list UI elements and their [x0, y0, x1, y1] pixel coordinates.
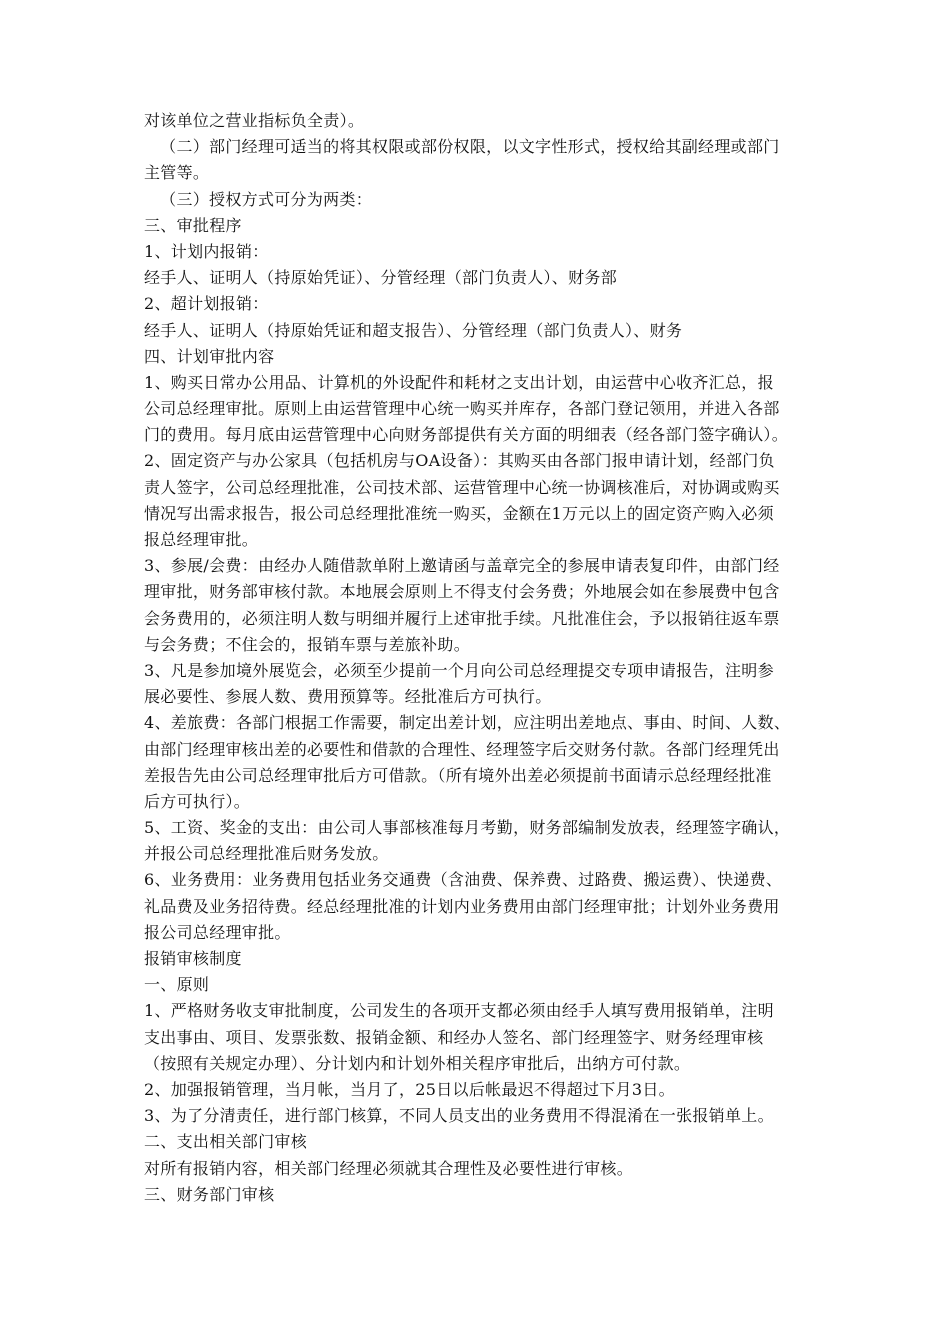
text-line: 经手人、证明人（持原始凭证和超支报告）、分管经理（部门负责人）、财务	[144, 320, 683, 340]
section-heading: 四、计划审批内容	[144, 346, 275, 366]
text-line: 礼品费及业务招待费。经总经理批准的计划内业务费用由部门经理审批；计划外业务费用	[144, 896, 780, 916]
text-line: 后方可执行）。	[144, 791, 251, 811]
text-line: 报公司总经理审批。	[144, 922, 291, 942]
text-line: 对该单位之营业指标负全责）。	[144, 111, 365, 130]
text-line: 1、计划内报销：	[144, 241, 269, 261]
text-line: 6、业务费用：业务费用包括业务交通费（含油费、保养费、过路费、搬运费）、快递费、	[144, 870, 783, 890]
text-line: （二）部门经理可适当的将其权限或部份权限，以文字性形式，授权给其副经理或部门	[144, 137, 780, 157]
text-line: 报总经理审批。	[144, 530, 259, 549]
section-heading: 三、审批程序	[144, 215, 242, 235]
text-line: 与会务费；不住会的，报销车票与差旅补助。	[144, 634, 471, 654]
text-line: 并报公司总经理批准后财务发放。	[144, 844, 389, 864]
text-line: 4、差旅费：各部门根据工作需要，制定出差计划，应注明出差地点、事由、时间、人数、	[144, 713, 791, 733]
text-line: 理审批，财务部审核付款。本地展会原则上不得支付会务费；外地展会如在参展费中包含	[144, 582, 780, 602]
document-body	[144, 108, 812, 1208]
text-line: 经手人、证明人（持原始凭证）、分管经理（部门负责人）、财务部	[144, 268, 618, 288]
text-line: 2、加强报销管理，当月帐，当月了，25日以后帐最迟不得超过下月3日。	[144, 1079, 675, 1099]
text-line: 1、严格财务收支审批制度，公司发生的各项开支都必须由经手人填写费用报销单，注明	[144, 1001, 774, 1021]
text-line: 5、工资、奖金的支出：由公司人事部核准每月考勤，财务部编制发放表，经理签字确认，	[144, 818, 791, 838]
text-line: 会务费用的，必须注明人数与明细并履行上述审批手续。凡批准住会，予以报销往返车票	[144, 608, 780, 628]
text-line: 3、为了分清责任，进行部门核算，不同人员支出的业务费用不得混淆在一张报销单上。	[144, 1106, 774, 1126]
text-line: 1、购买日常办公用品、计算机的外设配件和耗材之支出计划，由运营中心收齐汇总，报	[144, 372, 774, 392]
text-line: 情况写出需求报告，报公司总经理批准统一购买，金额在1万元以上的固定资产购入必须	[144, 503, 774, 523]
text-line: 3、参展/会费：由经办人随借款单附上邀请函与盖章完全的参展申请表复印件，由部门经	[144, 556, 780, 576]
text-line: 对所有报销内容，相关部门经理必须就其合理性及必要性进行审核。	[144, 1158, 634, 1178]
text-line: （按照有关规定办理）、分计划内和计划外相关程序审批后，出纳方可付款。	[144, 1053, 691, 1073]
section-heading: 二、支出相关部门审核	[144, 1132, 308, 1152]
text-line: 3、凡是参加境外展览会，必须至少提前一个月向公司总经理提交专项申请报告，注明参	[144, 660, 774, 680]
text-line: 支出事由、项目、发票张数、报销金额、和经办人签名、部门经理签字、财务经理审核	[144, 1027, 764, 1047]
text-line: 门的费用。每月底由运营管理中心向财务部提供有关方面的明细表（经各部门签字确认）。	[144, 425, 789, 445]
text-line: 展必要性、参展人数、费用预算等。经批准后方可执行。	[144, 687, 552, 707]
text-line: 差报告先由公司总经理审批后方可借款。（所有境外出差必须提前书面请示总经理经批准	[144, 765, 772, 785]
section-heading: 三、财务部门审核	[144, 1184, 275, 1204]
section-heading: 报销审核制度	[144, 949, 242, 968]
text-line: 主管等。	[144, 163, 210, 183]
text-line: 公司总经理审批。原则上由运营管理中心统一购买并库存，各部门登记领用，并进入各部	[144, 399, 780, 419]
text-line: （三）授权方式可分为两类：	[144, 189, 373, 209]
text-line: 2、超计划报销：	[144, 294, 269, 314]
text-line: 责人签字，公司总经理批准，公司技术部、运营管理中心统一协调核准后，对协调或购买	[144, 477, 780, 497]
text-line: 由部门经理审核出差的必要性和借款的合理性、经理签字后交财务付款。各部门经理凭出	[144, 739, 780, 759]
text-line: 2、固定资产与办公家具（包括机房与OA设备）：其购买由各部门报申请计划，经部门负	[144, 451, 775, 471]
section-heading: 一、原则	[144, 975, 210, 995]
